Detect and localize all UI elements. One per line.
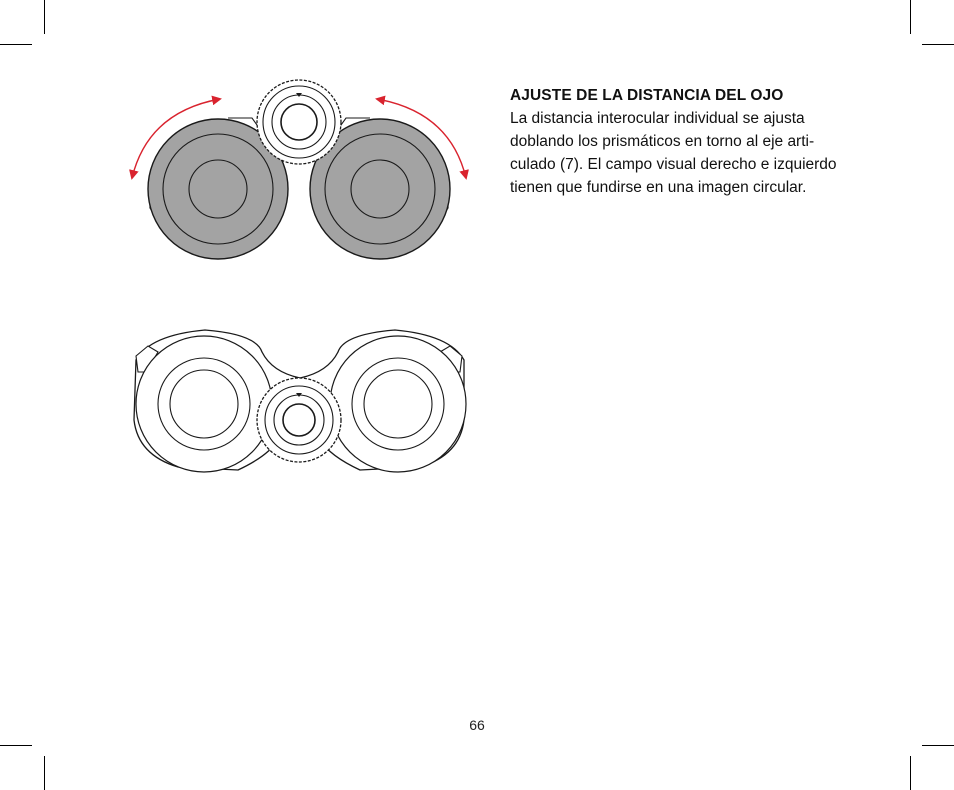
right-eyepiece-icon [330, 336, 466, 472]
binoculars-unfolded-illustration [134, 330, 466, 472]
focus-wheel-icon [257, 378, 341, 462]
page-number: 66 [469, 717, 485, 733]
instruction-text-block [510, 84, 870, 199]
left-eyepiece-icon [136, 336, 272, 472]
focus-wheel-icon [257, 80, 341, 164]
section-title: AJUSTE DE LA DISTANCIA DEL OJO [510, 87, 784, 104]
binoculars-folded-illustration [132, 80, 466, 259]
section-body: La distancia interocular individual se ajusta doblando los prismáticos en torno al eje arti- culado (7). El campo visual derecho e izquierdo tienen que fundirse en una imagen circular. [510, 110, 837, 196]
